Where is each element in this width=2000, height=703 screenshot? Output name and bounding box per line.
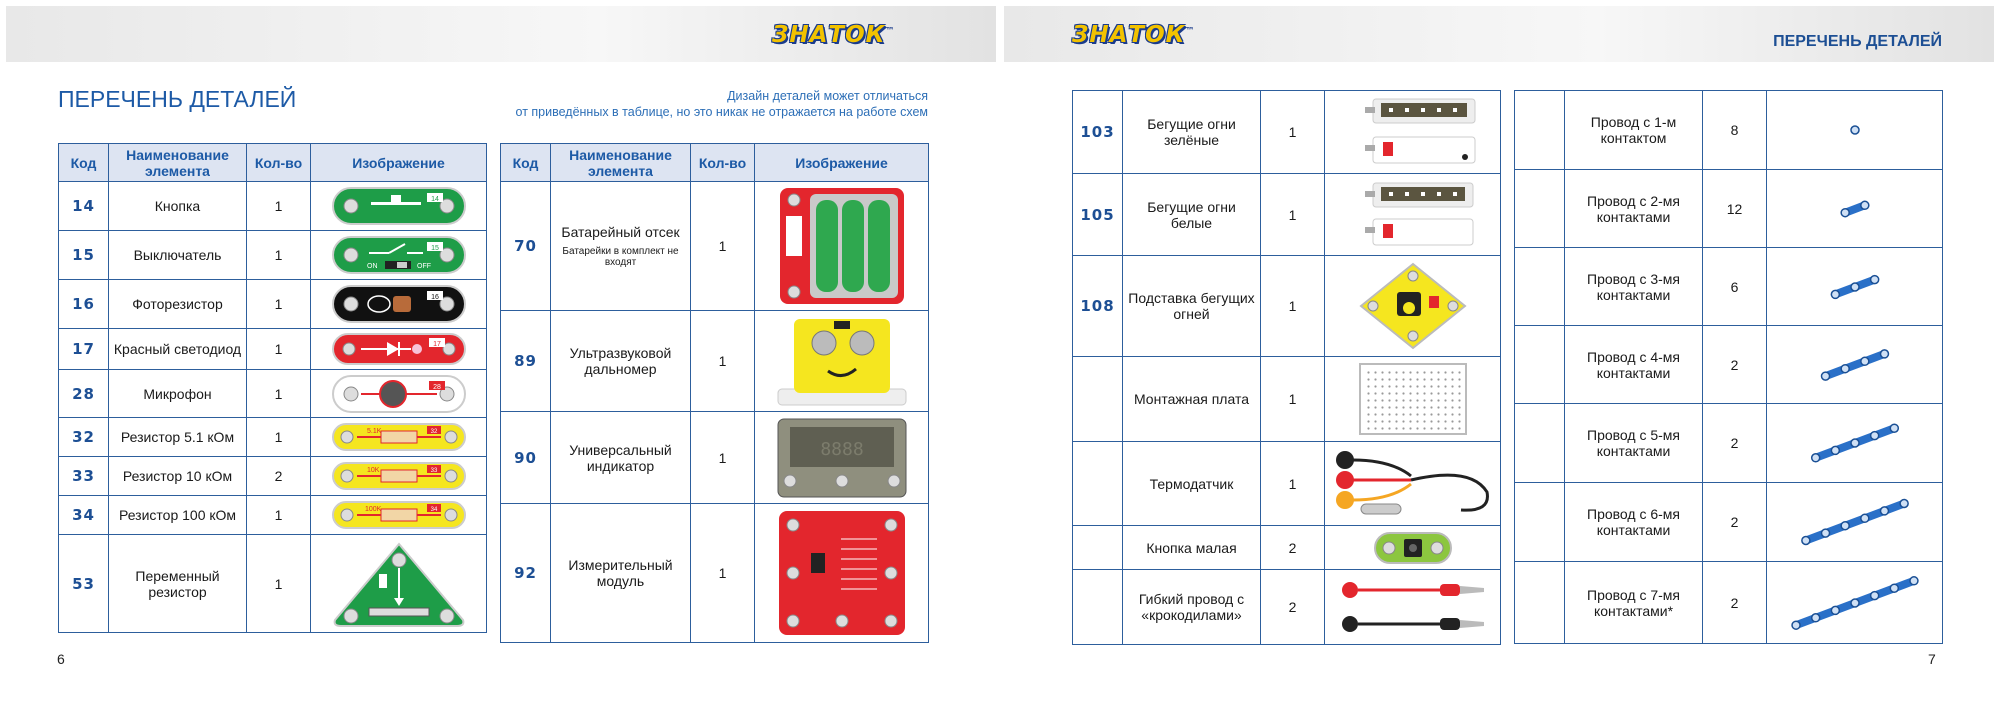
part-name: Фоторезистор (109, 280, 247, 329)
microphone-icon (331, 374, 467, 414)
wire-contact (1880, 507, 1888, 515)
part-qty: 12 (1703, 170, 1767, 248)
table-row (1515, 326, 1943, 404)
brand-mark: ™ (1185, 26, 1196, 37)
part-name: Батарейный отсек (561, 224, 680, 240)
part-qty: 1 (1261, 174, 1325, 256)
resistor-100k-icon (331, 500, 467, 530)
part-qty: 1 (247, 280, 311, 329)
table-row (59, 370, 487, 418)
part-name: Подставка бегущих огней (1123, 256, 1261, 357)
part-image (311, 329, 487, 370)
part-code: 70 (501, 182, 551, 311)
table-row (501, 182, 929, 311)
table-row (1073, 526, 1501, 570)
ultrasonic-sensor-icon (776, 315, 908, 407)
part-qty: 2 (1703, 562, 1767, 644)
wire-contact (1792, 621, 1800, 629)
part-name: Гибкий провод с «крокодилами» (1123, 570, 1261, 645)
battery-holder-icon (778, 186, 906, 306)
part-code: 28 (59, 370, 109, 418)
wire-5-contacts-icon (1770, 408, 1940, 478)
running-lights-green-icon (1345, 95, 1481, 169)
wire-contact (1900, 500, 1908, 508)
part-image (1325, 357, 1501, 442)
table-row (501, 504, 929, 643)
page-number: 7 (1928, 651, 1936, 667)
part-name: Провод с 1-м контактом (1565, 91, 1703, 170)
part-code (1073, 570, 1123, 645)
part-name: Выключатель (109, 231, 247, 280)
part-qty: 2 (1703, 483, 1767, 562)
part-code (1073, 526, 1123, 570)
table-row (501, 311, 929, 412)
red-led-icon (331, 332, 467, 366)
parts-table-2 (500, 143, 929, 643)
part-name-cell (551, 412, 691, 504)
part-code: 16 (59, 280, 109, 329)
part-code (1515, 91, 1565, 170)
part-name: Провод с 5-мя контактами (1565, 404, 1703, 483)
wire-contact (1851, 439, 1859, 447)
part-qty: 2 (1261, 570, 1325, 645)
part-name: Провод с 3-мя контактами (1565, 248, 1703, 326)
wire-6-contacts-icon (1770, 487, 1940, 557)
parts-table-1 (58, 143, 487, 633)
part-image (1325, 174, 1501, 256)
running-lights-white-icon (1345, 179, 1481, 251)
part-image (1325, 256, 1501, 357)
table-row (1073, 91, 1501, 174)
wire-contact (1822, 372, 1830, 380)
part-qty: 1 (247, 370, 311, 418)
part-code: 34 (59, 496, 109, 535)
part-qty: 1 (691, 182, 755, 311)
brand-text: ЗНАТОК (1072, 22, 1186, 48)
table-row (501, 412, 929, 504)
wire-contact (1871, 591, 1879, 599)
wire-contact (1910, 576, 1918, 584)
part-qty: 2 (1703, 326, 1767, 404)
part-code (1073, 357, 1123, 442)
wire-body (1806, 504, 1904, 541)
part-image (311, 496, 487, 535)
brand-logo (772, 22, 895, 48)
part-label: 14 (430, 196, 439, 203)
part-name: Ультразвуковой дальномер (569, 345, 672, 377)
part-label: 34 (430, 507, 437, 513)
small-button-icon (1373, 531, 1453, 565)
part-image (1767, 248, 1943, 326)
wire-contact (1890, 424, 1898, 432)
table-row (1515, 248, 1943, 326)
part-qty: 1 (691, 311, 755, 412)
part-name: Термодатчик (1123, 442, 1261, 526)
on-label: ON (366, 263, 377, 270)
part-label: 32 (430, 429, 437, 435)
part-name: Красный светодиод (109, 329, 247, 370)
design-note-line1: Дизайн деталей может отличаться (727, 89, 928, 103)
part-image (1767, 91, 1943, 170)
table-row (1515, 170, 1943, 248)
alligator-wire-icon (1338, 574, 1488, 640)
table-header-row (501, 144, 929, 182)
indicator-display-icon (776, 417, 908, 499)
wire-contact (1841, 208, 1849, 216)
table-row (59, 280, 487, 329)
part-image (311, 535, 487, 633)
part-name: Резистор 5.1 кОм (109, 418, 247, 457)
wire-contact (1822, 529, 1830, 537)
wire-contact (1812, 454, 1820, 462)
col-qty: Кол-во (247, 144, 311, 182)
switch-icon (331, 235, 467, 275)
table-row (1515, 483, 1943, 562)
part-image (1325, 526, 1501, 570)
part-name: Бегущие огни зелёные (1123, 91, 1261, 174)
part-qty: 1 (1261, 91, 1325, 174)
part-qty: 6 (1703, 248, 1767, 326)
part-code: 108 (1073, 256, 1123, 357)
part-code: 33 (59, 457, 109, 496)
table-row (1073, 256, 1501, 357)
table-row (1515, 91, 1943, 170)
wire-2-contacts-icon (1770, 174, 1940, 244)
col-image: Изображение (311, 144, 487, 182)
part-image (1325, 91, 1501, 174)
wire-contact (1890, 584, 1898, 592)
part-name: Провод с 2-мя контактами (1565, 170, 1703, 248)
table-row (1073, 174, 1501, 256)
variable-resistor-icon (331, 540, 467, 628)
wire-contact (1861, 201, 1869, 209)
part-name: Монтажная плата (1123, 357, 1261, 442)
resistor-5k1-icon (331, 422, 467, 452)
part-image (755, 504, 929, 643)
part-code: 15 (59, 231, 109, 280)
design-note-line2: от приведённых в таблице, но это никак не отражается на работе схем (515, 105, 928, 119)
part-qty: 2 (247, 457, 311, 496)
col-name: Наименование элемента (551, 144, 691, 182)
part-name: Бегущие огни белые (1123, 174, 1261, 256)
part-label: 28 (432, 383, 441, 391)
part-code (1515, 248, 1565, 326)
part-code: 90 (501, 412, 551, 504)
part-qty: 1 (247, 329, 311, 370)
part-image (311, 418, 487, 457)
part-image (755, 311, 929, 412)
off-label: OFF (416, 263, 431, 270)
part-image (1767, 483, 1943, 562)
resistor-value-label: 5.1K (366, 428, 381, 435)
table-row (1073, 357, 1501, 442)
col-qty: Кол-во (691, 144, 755, 182)
part-label: 33 (430, 468, 437, 474)
part-code: 92 (501, 504, 551, 643)
part-image (311, 457, 487, 496)
photoresistor-icon (331, 284, 467, 324)
part-code (1515, 483, 1565, 562)
brand-text: ЗНАТОК (772, 22, 886, 48)
wire-contact (1851, 283, 1859, 291)
part-label: 15 (430, 245, 439, 252)
col-code: Код (501, 144, 551, 182)
part-label: 16 (430, 294, 439, 301)
wire-contact (1841, 364, 1849, 372)
part-image (1767, 170, 1943, 248)
part-qty: 1 (247, 496, 311, 535)
part-image (1767, 326, 1943, 404)
part-note: Батарейки в комплект не входят (562, 246, 679, 268)
part-image (1325, 570, 1501, 645)
table-row (59, 231, 487, 280)
design-note (516, 88, 928, 120)
wire-contact (1861, 357, 1869, 365)
part-code (1073, 442, 1123, 526)
part-image (1325, 442, 1501, 526)
part-qty: 1 (1261, 442, 1325, 526)
button-icon (331, 186, 467, 226)
part-name: Измерительный модуль (568, 557, 673, 589)
table-row (59, 418, 487, 457)
part-qty: 2 (1703, 404, 1767, 483)
part-code: 105 (1073, 174, 1123, 256)
header-title: ПЕРЕЧЕНЬ ДЕТАЛЕЙ (1773, 33, 1942, 50)
part-name: Кнопка малая (1123, 526, 1261, 570)
part-code: 32 (59, 418, 109, 457)
wire-contact (1880, 349, 1888, 357)
page-number: 6 (57, 651, 65, 667)
wire-contact (1871, 275, 1879, 283)
part-code: 14 (59, 182, 109, 231)
wires-table (1514, 90, 1943, 644)
part-image (1767, 404, 1943, 483)
part-qty: 1 (247, 418, 311, 457)
wire-contact (1851, 599, 1859, 607)
part-name: Провод с 6-мя контактами (1565, 483, 1703, 562)
part-code (1515, 170, 1565, 248)
part-image (311, 280, 487, 329)
part-name: Провод с 4-мя контактами (1565, 326, 1703, 404)
thermosensor-icon (1331, 446, 1495, 522)
table-row (59, 182, 487, 231)
part-name-cell (551, 504, 691, 643)
part-image (755, 182, 929, 311)
part-name: Микрофон (109, 370, 247, 418)
part-qty: 1 (247, 182, 311, 231)
right-page (1000, 0, 2000, 703)
part-qty: 8 (1703, 91, 1767, 170)
part-name: Резистор 100 кОм (109, 496, 247, 535)
wire-contact (1831, 290, 1839, 298)
part-image (311, 182, 487, 231)
brand-logo (1072, 22, 1195, 48)
col-name: Наименование элемента (109, 144, 247, 182)
wire-contact (1871, 432, 1879, 440)
table-row (59, 329, 487, 370)
breadboard-icon (1358, 362, 1468, 436)
table-row (1073, 570, 1501, 645)
part-name-cell (551, 182, 691, 311)
table-row (59, 535, 487, 633)
table-row (1073, 442, 1501, 526)
col-code: Код (59, 144, 109, 182)
part-code (1515, 404, 1565, 483)
wire-7-contacts-icon (1770, 568, 1940, 638)
part-name-cell (551, 311, 691, 412)
wire-contact (1841, 522, 1849, 530)
part-qty: 1 (691, 412, 755, 504)
part-name: Провод с 7-мя контактами* (1565, 562, 1703, 644)
part-name: Универсальный индикатор (569, 441, 672, 474)
table-row (1515, 562, 1943, 644)
part-name: Переменный резистор (109, 535, 247, 633)
measuring-module-icon (777, 509, 907, 637)
brand-mark: ™ (885, 26, 896, 37)
part-code: 53 (59, 535, 109, 633)
wire-contact (1802, 536, 1810, 544)
part-image (1767, 562, 1943, 644)
table-row (1515, 404, 1943, 483)
part-code: 89 (501, 311, 551, 412)
wire-1-contact-icon (1770, 95, 1940, 165)
part-code: 103 (1073, 91, 1123, 174)
part-image (311, 370, 487, 418)
part-code (1515, 326, 1565, 404)
part-code: 17 (59, 329, 109, 370)
wire-contact (1831, 446, 1839, 454)
resistor-10k-icon (331, 461, 467, 491)
part-qty: 1 (247, 535, 311, 633)
part-label: 17 (432, 341, 441, 348)
part-qty: 1 (691, 504, 755, 643)
wire-body (1826, 353, 1885, 375)
parts-table-3 (1072, 90, 1501, 645)
part-qty: 1 (1261, 357, 1325, 442)
part-qty: 2 (1261, 526, 1325, 570)
wire-3-contacts-icon (1770, 252, 1940, 322)
display-digits: 8888 (819, 438, 864, 460)
resistor-value-label: 100K (364, 506, 381, 513)
part-image (311, 231, 487, 280)
table-row (59, 457, 487, 496)
part-qty: 1 (247, 231, 311, 280)
part-name: Кнопка (109, 182, 247, 231)
table-header-row (59, 144, 487, 182)
part-name: Резистор 10 кОм (109, 457, 247, 496)
part-image (755, 412, 929, 504)
lights-stand-icon (1353, 260, 1473, 352)
wire-contact (1812, 613, 1820, 621)
col-image: Изображение (755, 144, 929, 182)
page-title: ПЕРЕЧЕНЬ ДЕТАЛЕЙ (58, 86, 297, 112)
wire-contact (1861, 514, 1869, 522)
wire-contact (1851, 126, 1859, 134)
part-code (1515, 562, 1565, 644)
resistor-value-label: 10K (366, 467, 379, 474)
wire-contact (1831, 606, 1839, 614)
part-qty: 1 (1261, 256, 1325, 357)
table-row (59, 496, 487, 535)
wire-4-contacts-icon (1770, 330, 1940, 400)
